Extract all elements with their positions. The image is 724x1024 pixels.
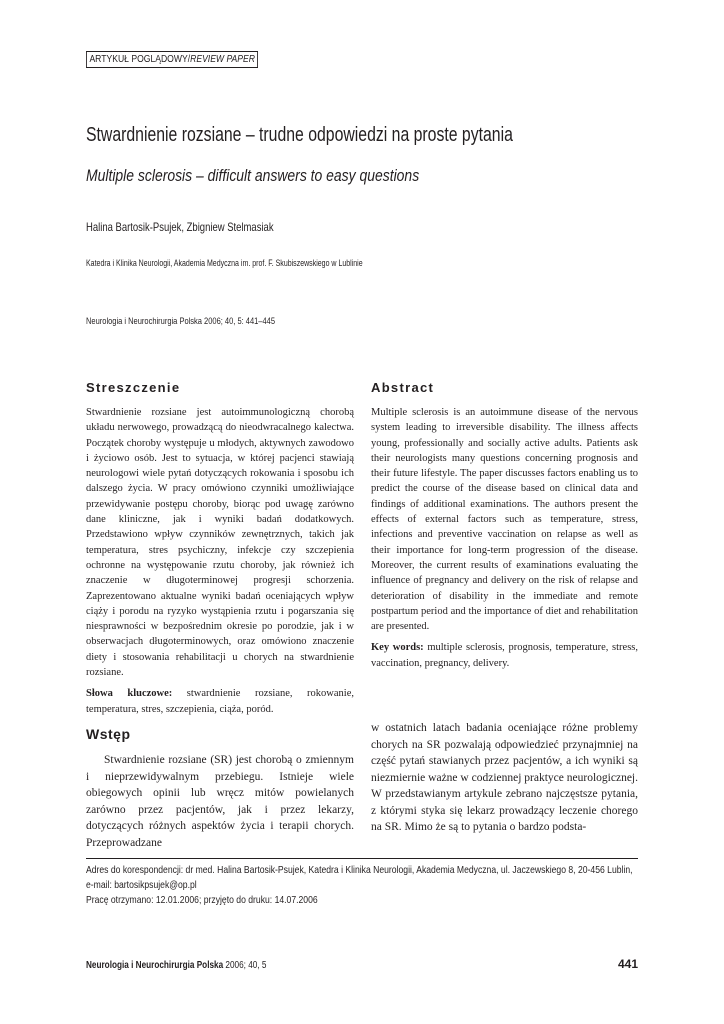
title-polish: Stwardnienie rozsiane – trudne odpowiedzi na proste pytania: [86, 124, 513, 146]
article-type-pl: ARTYKUŁ POGLĄDOWY/: [89, 54, 191, 65]
abstract-text: Multiple sclerosis is an autoimmune disease of the nervous system leading to irreversible disability. The illness affects young, professionally and socially active adults. Patients ask their neurologists many questions concerning prognosis and their future lifestyle. The paper discusses factors enabling us to predict the course of the disease based on clinical data and findings of additional examinations. The authors present the effects of external factors such as temperature, stress, infections and preventive vaccination on relapse as well as their importance for long-term progression of the disease. Moreover, the current results of examinations evaluating the influence of pregnancy and delivery on the risk of relapse and deterioration of disability in the immediate and remote postpartum period and the importance of diet and rehabilitation are presented.: [371, 407, 638, 633]
intro-column-2: w ostatnich latach badania oceniające różne problemy chorych na SR pozwalają odpowiedzieć przynajmniej na część pytań stawianych przez pacjentów, a ich wyniki są niezmiernie ważne w codziennej praktyce neurologicznej. W przedstawianym artykule zebrano najczęstsze pytania, z którymi styka się lekarz prowadzący leczenie chorego na SR. Mimo że są to pytania o bardzo podsta-: [371, 722, 638, 833]
streszczenie-keywords: [86, 686, 354, 717]
abstract-keywords: [371, 640, 638, 671]
keywords-label-en: Key words:: [371, 642, 424, 654]
title-english: Multiple sclerosis – difficult answers to easy questions: [86, 166, 420, 185]
streszczenie-section: [86, 405, 354, 717]
keywords-pl: stwardnienie rozsiane, rokowanie, temperatura, stres, szczepienia, ciąża, poród.: [86, 688, 355, 715]
correspondence-email: e-mail: bartosikpsujek@op.pl: [86, 879, 197, 891]
affiliation: Katedra i Klinika Neurologii, Akademia Medyczna im. prof. F. Skubiszewskiego w Lublinie: [86, 258, 363, 268]
abstract-heading: Abstract: [371, 380, 435, 395]
footer-journal-issue: 2006; 40, 5: [223, 960, 267, 971]
keywords-en: multiple sclerosis, prognosis, temperature, stress, vaccination, pregnancy, delivery.: [371, 642, 638, 669]
article-type-en: REVIEW PAPER: [190, 54, 255, 65]
keywords-label-pl: Słowa kluczowe:: [86, 688, 173, 700]
streszczenie-text: Stwardnienie rozsiane jest autoimmunologiczną chorobą układu nerwowego, prowadzącą do nieodwracalnego kalectwa. Początek choroby występuje u młodych, aktywnych zawodowo i życiowo osób. Jest to sytuacja, w której pacjenci stawiają neurologowi wiele pytań dotyczących rokowania i sposobu ich dalszego życia. W pracy omówiono czynniki umożliwiające przewidywanie postępu choroby, biorąc pod uwagę zarówno dane kliniczne, jak i wyniki badań dodatkowych. Przedstawiono wpływ czynników zewnętrznych, takich jak temperatura, stres psychiczny, infekcje czy szczepienia ochronne na występowanie rzutu choroby, jak również ich znaczenie w długoterminowej progresji schorzenia. Zaprezentowano aktualne wyniki badań oceniających wpływ ciąży i porodu na ryzyko wystąpienia rzutu i pogarszania się niesprawności w bezpośrednim okresie po porodzie, jak i w obserwacjach długoterminowych, oraz omówiono znaczenie diety i stosowania rehabilitacji u chorych na stwardnienie rozsiane.: [86, 407, 354, 679]
streszczenie-heading: Streszczenie: [86, 380, 181, 395]
received-dates: Pracę otrzymano: 12.01.2006; przyjęto do druku: 14.07.2006: [86, 894, 318, 906]
footer-journal-name: Neurologia i Neurochirurgia Polska: [86, 960, 224, 971]
page-number: 441: [617, 957, 638, 971]
authors: Halina Bartosik-Psujek, Zbigniew Stelmasiak: [86, 220, 274, 234]
intro-column-1: Stwardnienie rozsiane (SR) jest chorobą o zmiennym i nieprzewidywalnym przebiegu. Istnieje wiele obiegowych opinii lub wręcz mitów powielanych zarówno przez pacjentów, jak i przez lekarzy, dotyczących różnych aspektów życia i terapii chorych. Przeprowadzane: [86, 754, 354, 849]
article-type-tag: [86, 51, 258, 68]
footer-divider: [86, 858, 638, 859]
abstract-section: [371, 405, 638, 671]
correspondence-address: Adres do korespondencji: dr med. Halina Bartosik-Psujek, Katedra i Klinika Neurologii, Akademia Medyczna, ul. Jaczewskiego 8, 20-456 Lublin,: [86, 864, 633, 876]
intro-heading: Wstęp: [86, 726, 131, 742]
citation: Neurologia i Neurochirurgia Polska 2006; 40, 5: 441–445: [86, 316, 276, 327]
footer-journal: [86, 960, 266, 971]
